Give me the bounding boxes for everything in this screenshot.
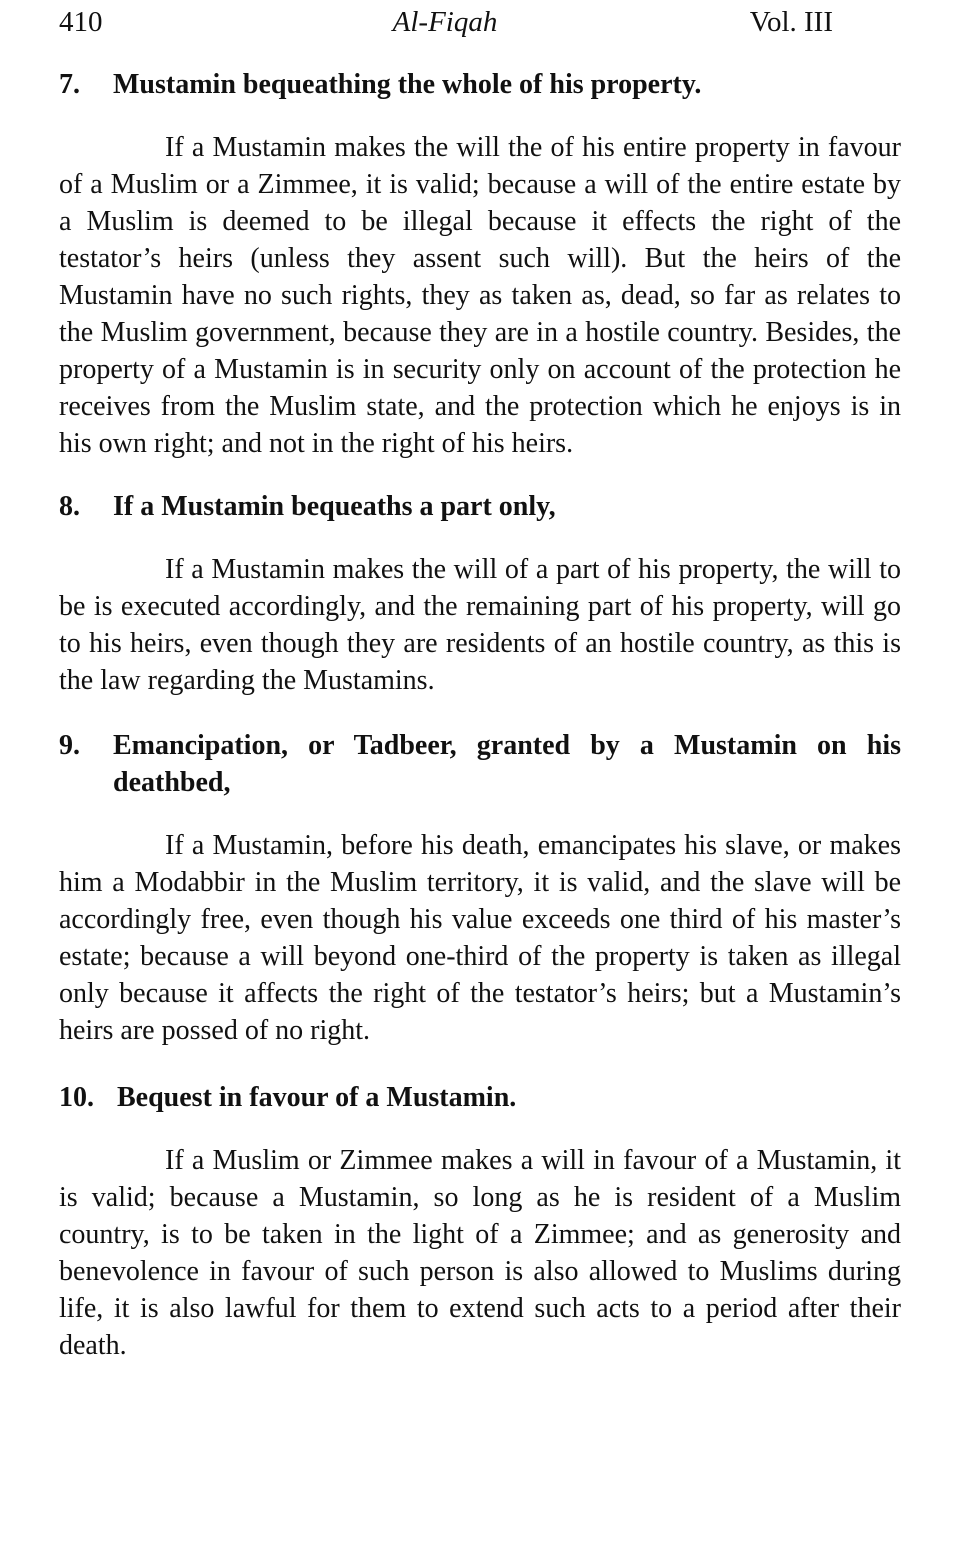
- section-heading-10: [59, 1079, 901, 1116]
- section-number: 10.: [59, 1082, 94, 1113]
- section-paragraph-8: If a Mustamin makes the will of a part of his property, the will to be is executed accordingly, and the remaining part of his property, will go to his heirs, even though they are residents of an hostile country, as this is the law regarding the Mustamins.: [59, 554, 901, 696]
- section-title: If a Mustamin bequeaths a part only,: [113, 491, 556, 522]
- section-paragraph-9: If a Mustamin, before his death, emancipates his slave, or makes him a Modabbir in the Muslim territory, it is valid, and the slave will be accordingly free, even though his value exceeds one third of his master’s estate; because a will beyond one-third of the property is taken as illegal only because it affects the right of the testator’s heirs; but a Mustamin’s heirs are possed of no right.: [59, 830, 901, 1046]
- section-heading-8: [59, 488, 901, 525]
- section-paragraph-10: If a Muslim or Zimmee makes a will in favour of a Mustamin, it is valid; because a Mustamin, so long as he is resident of a Muslim country, is to be taken in the light of a Zimmee; and as generosity and benevolence in favour of such person is also allowed to Muslims during life, it is also lawful for them to extend such acts to a period after their death.: [59, 1145, 901, 1361]
- section-heading-9: [59, 727, 901, 801]
- section-title: Emancipation, or Tadbeer, granted by a Mustamin on his deathbed,: [113, 730, 901, 798]
- section-title: Bequest in favour of a Mustamin.: [117, 1082, 517, 1113]
- book-page: [59, 0, 901, 1364]
- page-number: 410: [59, 6, 103, 38]
- section-heading-7: [59, 66, 901, 103]
- running-header: [59, 0, 901, 44]
- section-number: 7.: [59, 69, 80, 100]
- section-number: 8.: [59, 491, 80, 522]
- section-paragraph-7: If a Mustamin makes the will the of his entire property in favour of a Muslim or a Zimmee, it is valid; because a will of the entire estate by a Muslim is deemed to be illegal because it effects the right of the testator’s heirs (unless they assent such will). But the heirs of the Mustamin have no such rights, they as taken as, dead, so far as relates to the Muslim government, because they are in a hostile country. Besides, the property of a Mustamin is in security only on account of the protection he receives from the Muslim state, and the protection which he enjoys is in his own right; and not in the right of his heirs.: [59, 132, 901, 459]
- section-number: 9.: [59, 730, 80, 761]
- volume-label: Vol. III: [749, 6, 833, 38]
- section-title: Mustamin bequeathing the whole of his property.: [113, 69, 702, 100]
- book-title: Al-Fiqah: [392, 6, 498, 38]
